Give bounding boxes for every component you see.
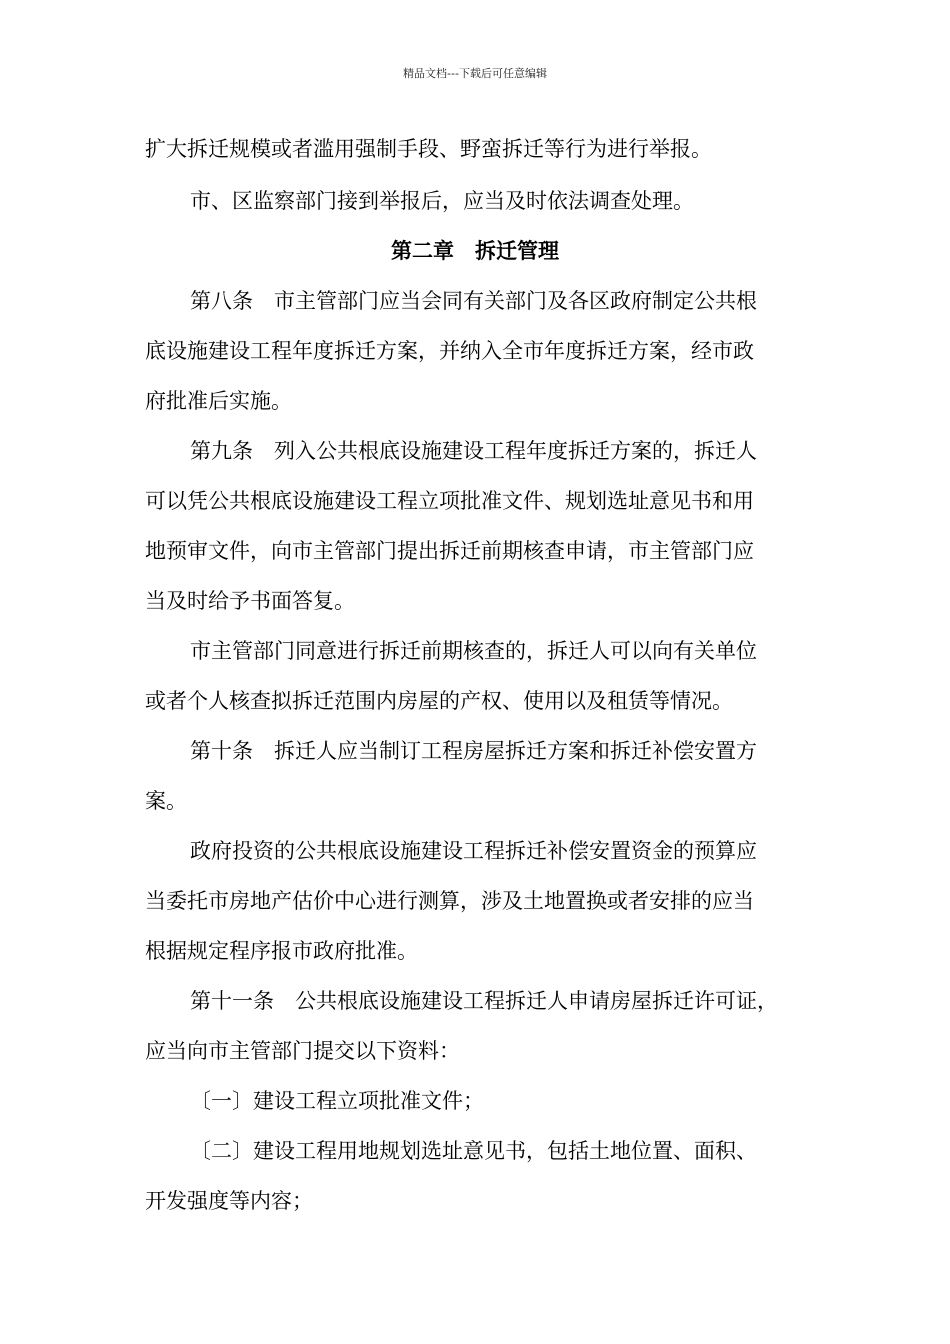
article-8-line-2: 底设施建设工程年度拆迁方案，并纳入全市年度拆迁方案，经市政 [145,339,754,363]
article-10-para2-line-3: 根据规定程序报市政府批准。 [145,939,418,963]
text-line: 市、区监察部门接到举报后，应当及时依法调查处理。 [190,189,694,213]
article-10-para2-line-1: 政府投资的公共根底设施建设工程拆迁补偿安置资金的预算应 [190,839,757,863]
page-header: 精品文档---下载后可任意编辑 [403,67,547,80]
article-9-line-4: 当及时给予书面答复。 [145,589,355,613]
text-line: 扩大拆迁规模或者滥用强制手段、野蛮拆迁等行为进行举报。 [145,137,712,161]
article-9-para2-line-1: 市主管部门同意进行拆迁前期核查的，拆迁人可以向有关单位 [190,639,757,663]
article-8-line-3: 府批准后实施。 [145,389,292,413]
list-item-2-line-1: 〔二〕建设工程用地规划选址意见书，包括土地位置、面积、 [190,1139,757,1163]
article-9-line-3: 地预审文件，向市主管部门提出拆迁前期核查申请，市主管部门应 [145,539,754,563]
article-8-line-1: 第八条 市主管部门应当会同有关部门及各区政府制定公共根 [190,289,757,313]
chapter-heading: 第二章 拆迁管理 [391,239,559,263]
article-10-line-1: 第十条 拆迁人应当制订工程房屋拆迁方案和拆迁补偿安置方 [190,739,757,763]
article-10-line-2: 案。 [145,789,187,813]
list-item-1: 〔一〕建设工程立项批准文件； [190,1089,484,1113]
article-9-line-1: 第九条 列入公共根底设施建设工程年度拆迁方案的，拆迁人 [190,439,757,463]
article-9-para2-line-2: 或者个人核查拟拆迁范围内房屋的产权、使用以及租赁等情况。 [145,689,733,713]
article-9-line-2: 可以凭公共根底设施建设工程立项批准文件、规划选址意见书和用 [145,489,754,513]
article-11-line-1: 第十一条 公共根底设施建设工程拆迁人申请房屋拆迁许可证， [190,989,778,1013]
article-11-line-2: 应当向市主管部门提交以下资料： [145,1039,460,1063]
article-10-para2-line-2: 当委托市房地产估价中心进行测算，涉及土地置换或者安排的应当 [145,889,754,913]
list-item-2-line-2: 开发强度等内容； [145,1189,313,1213]
